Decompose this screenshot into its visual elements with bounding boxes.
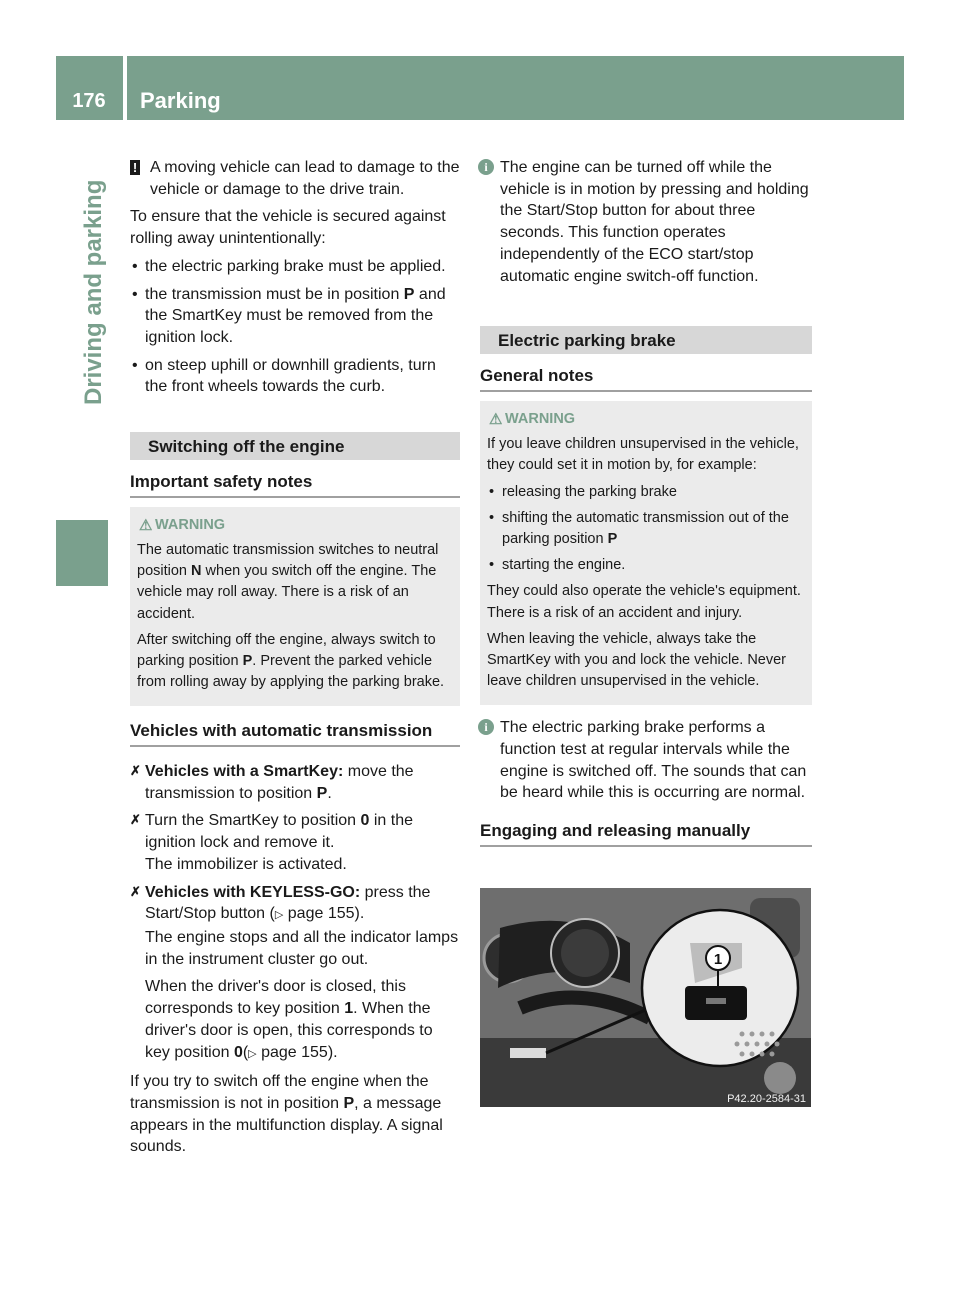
page-number: 176 [72,90,106,112]
step-result: The immobilizer is activated. [145,855,347,873]
step-item: ✗ Vehicles with KEYLESS-GO: press the Start/Stop button (▷ page 155). [130,883,431,923]
section-title: Electric parking brake [480,326,812,354]
subheading-general: General notes [480,365,812,392]
caution-note: ! A moving vehicle can lead to damage to the vehicle or damage to the drive train. [130,157,460,200]
info-icon: i [478,719,494,735]
warning-text: The automatic transmission switches to neutral position N when you switch off the engine. The vehicle may roll away. There is a risk of an accident. [137,541,439,622]
step-note: When the driver's door is closed, this corresponds to key position 1. When the driver's door is open, this corresponds to key position 0(▷ page 155). [145,978,433,1061]
warning-text: When leaving the vehicle, always take the SmartKey with you and lock the vehicle. Never leave children unsupervised in the vehicle. [487,630,786,690]
subheading-safety: Important safety notes [130,471,460,498]
info-note: i The engine can be turned off while the vehicle is in motion by pressing and holding the Start/Stop button for about three seconds. This function operates independently of the ECO start/stop automatic engine switch-off function. [480,157,812,287]
subheading-manual: Engaging and releasing manually [480,820,812,847]
subheading-automatic: Vehicles with automatic transmission [130,720,460,747]
info-note: i The electric parking brake performs a function test at regular intervals while the engine is switched off. The sounds that can be heard while this is occurring are normal. [480,717,812,804]
parking-brake-figure [480,888,811,1107]
page-ref-icon: ▷ [248,1047,257,1060]
list-item: • releasing the parking brake [487,482,806,503]
list-item: • the transmission must be in position P and the SmartKey must be removed from the ignition lock. [130,284,460,349]
final-text: If you try to switch off the engine when the transmission is not in position P, a message appears in the multifunction display. A signal sounds. [130,1073,443,1156]
info-icon: i [478,159,494,175]
warning-text: After switching off the engine, always switch to parking position P. Prevent the parked vehicle from rolling away by applying the parking brake. [137,631,445,691]
exclamation-icon: ! [130,160,140,175]
list-item: • starting the engine. [487,555,806,576]
right-column [480,157,812,847]
arrow-right-icon: ✗ [130,812,141,828]
step-result: The engine stops and all the indicator lamps in the instrument cluster go out. [145,928,459,968]
warning-triangle-icon: ⚠ [139,516,153,534]
warning-box [130,507,460,707]
warning-text: They could also operate the vehicle's equipment. There is a risk of an accident and injury. [487,583,801,621]
list-item: • shifting the automatic transmission out of the parking position P [487,508,806,550]
step-item: ✗ Vehicles with a SmartKey: move the transmission to position P. [130,763,414,802]
warning-triangle-icon: ⚠ [489,410,503,428]
page-title: Parking [140,88,221,113]
page-ref-icon: ▷ [274,909,284,922]
callout-number: 1 [713,951,723,968]
warning-title: ⚠ WARNING [487,409,806,430]
section-title: Switching off the engine [130,432,460,460]
warning-box [480,401,812,705]
sidebar-label: Driving and parking [80,179,107,405]
warning-title: ⚠ WARNING [137,515,454,536]
header-separator [123,56,127,120]
arrow-right-icon: ✗ [130,883,141,899]
intro-text: To ensure that the vehicle is secured against rolling away unintentionally: [130,208,446,248]
list-item: • the electric parking brake must be applied. [130,256,460,278]
left-column [130,157,460,1164]
figure-code: P42.20-2584-31 [727,1093,806,1105]
step-item: ✗ Turn the SmartKey to position 0 in the ignition lock and remove it. [130,812,414,852]
list-item: • on steep uphill or downhill gradients, turn the front wheels towards the curb. [130,355,460,398]
arrow-right-icon: ✗ [130,763,141,779]
sidebar-marker [56,520,108,586]
warning-text: If you leave children unsupervised in the vehicle, they could set it in motion by, for example: [487,436,799,474]
